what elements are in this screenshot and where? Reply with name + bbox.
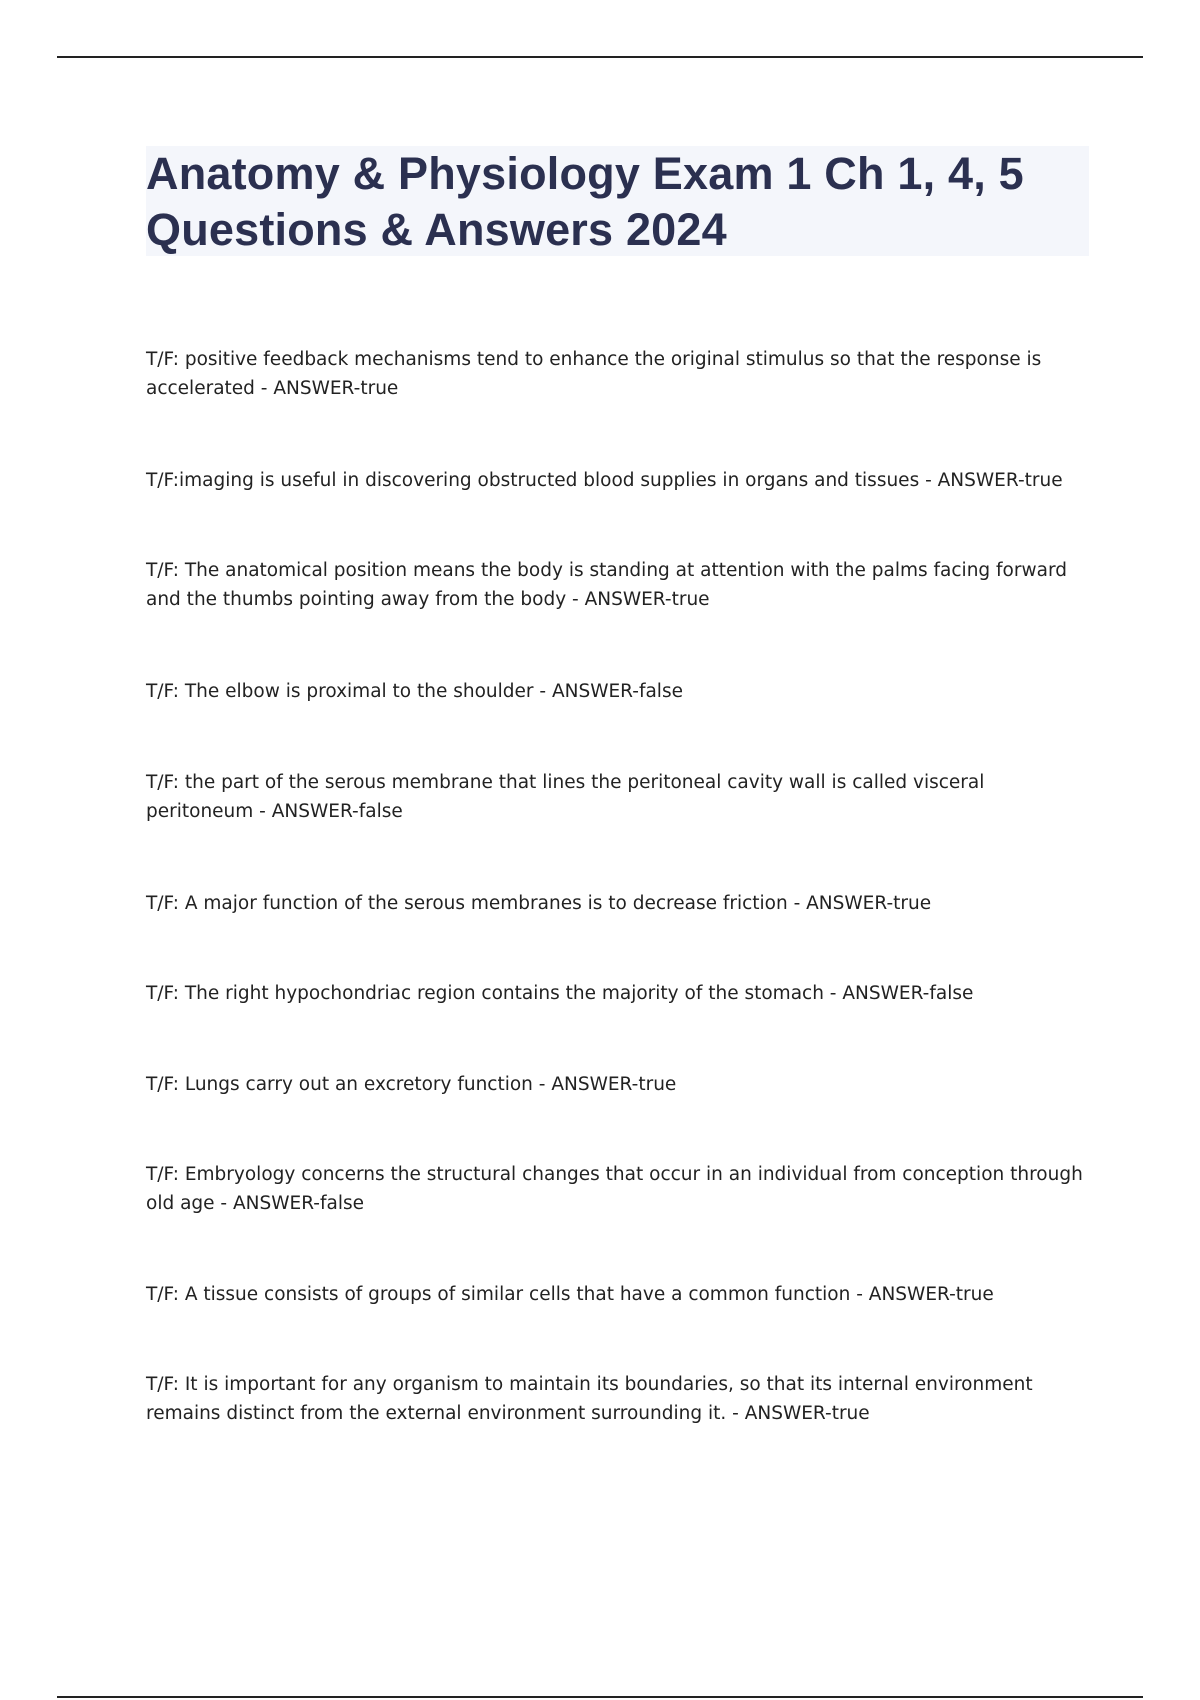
document-title: Anatomy & Physiology Exam 1 Ch 1, 4, 5 Questions & Answers 2024 xyxy=(146,148,1024,255)
qa-item: T/F: the part of the serous membrane that lines the peritoneal cavity wall is called visceral peritoneum - ANSWER-false xyxy=(146,772,985,822)
qa-item: T/F: Embryology concerns the structural changes that occur in an individual from conception through old age - ANSWER-false xyxy=(146,1164,1083,1214)
qa-item: T/F: It is important for any organism to maintain its boundaries, so that its internal environment remains distinct from the external environment surrounding it. - ANSWER-true xyxy=(146,1374,1033,1424)
qa-item: T/F: A major function of the serous membranes is to decrease friction - ANSWER-true xyxy=(146,893,932,914)
qa-item: T/F: The right hypochondriac region contains the majority of the stomach - ANSWER-false xyxy=(146,983,974,1004)
qa-item: T/F: A tissue consists of groups of similar cells that have a common function - ANSWER-true xyxy=(146,1284,994,1305)
qa-item: T/F: Lungs carry out an excretory function - ANSWER-true xyxy=(146,1074,677,1095)
top-rule xyxy=(57,56,1143,58)
qa-item: T/F:imaging is useful in discovering obstructed blood supplies in organs and tissues - ANSWER-true xyxy=(146,470,1063,491)
bottom-rule xyxy=(57,1696,1143,1698)
qa-item: T/F: The elbow is proximal to the shoulder - ANSWER-false xyxy=(146,681,683,702)
title-block xyxy=(146,146,1089,256)
qa-item: T/F: The anatomical position means the body is standing at attention with the palms facing forward and the thumbs pointing away from the body - ANSWER-true xyxy=(146,560,1067,610)
qa-item: T/F: positive feedback mechanisms tend to enhance the original stimulus so that the response is accelerated - ANSWER-true xyxy=(146,349,1042,399)
